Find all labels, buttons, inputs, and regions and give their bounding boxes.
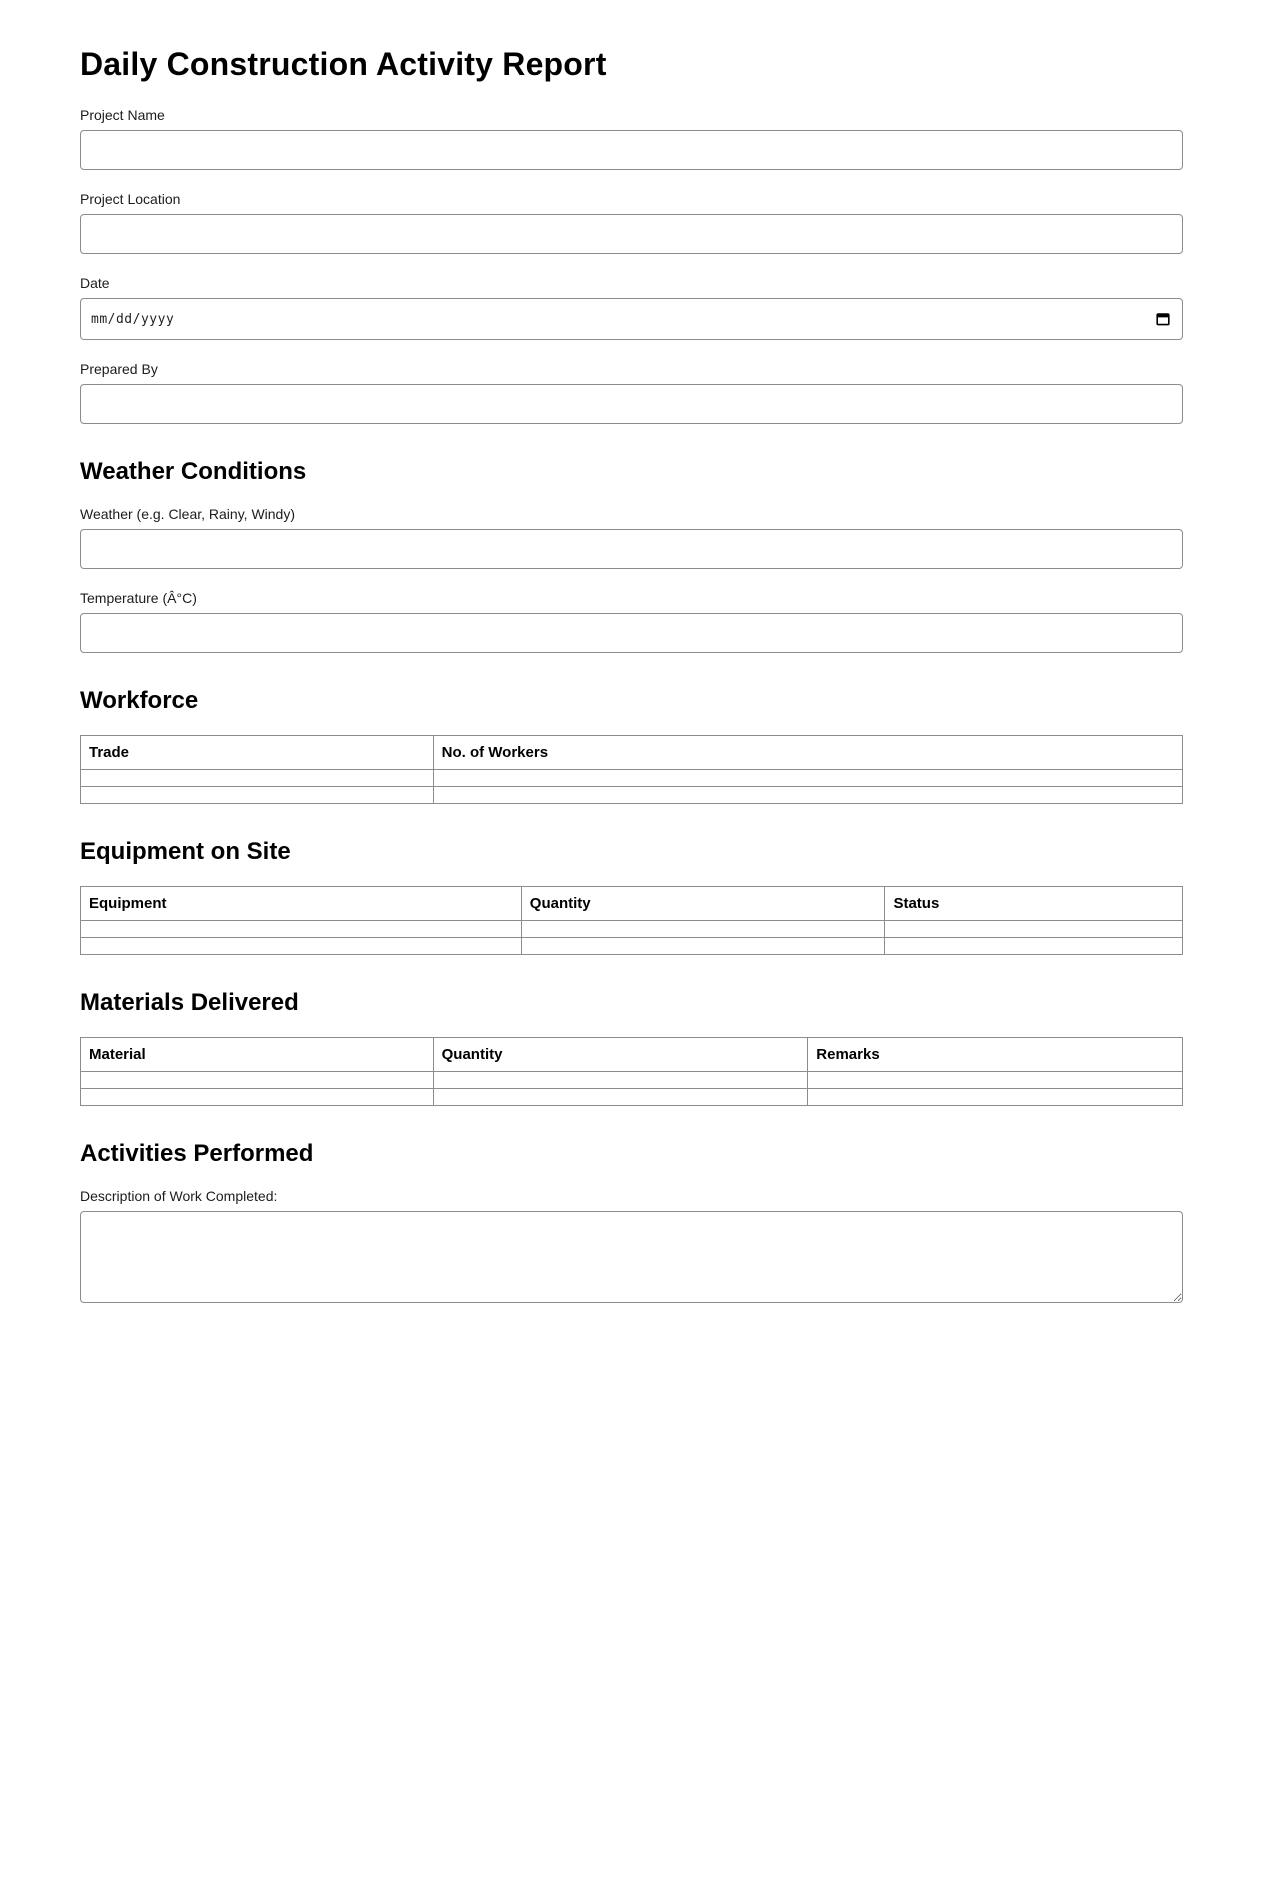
temperature-input[interactable] [80, 613, 1183, 653]
equipment-header-equipment: Equipment [81, 887, 522, 921]
project-location-input[interactable] [80, 214, 1183, 254]
materials-header-quantity: Quantity [433, 1038, 808, 1072]
table-header-row [81, 1038, 1183, 1072]
project-name-input[interactable] [80, 130, 1183, 170]
table-cell [433, 1072, 808, 1089]
field-prepared-by [80, 361, 1183, 424]
equipment-table [80, 886, 1183, 955]
table-cell [885, 921, 1183, 938]
table-header-row [81, 887, 1183, 921]
table-cell [521, 938, 885, 955]
workforce-header-trade: Trade [81, 736, 434, 770]
weather-label: Weather (e.g. Clear, Rainy, Windy) [80, 506, 296, 522]
date-input[interactable] [80, 298, 1183, 340]
field-temperature [80, 590, 1183, 653]
table-row [81, 770, 1183, 787]
page-title: Daily Construction Activity Report [80, 46, 607, 82]
workforce-section-heading: Workforce [80, 687, 199, 714]
materials-header-material: Material [81, 1038, 434, 1072]
field-project-location [80, 191, 1183, 254]
table-cell [433, 1089, 808, 1106]
equipment-header-quantity: Quantity [521, 887, 885, 921]
table-cell [81, 1072, 434, 1089]
table-cell [433, 787, 1182, 804]
prepared-by-label: Prepared By [80, 361, 158, 377]
table-cell [885, 938, 1183, 955]
table-cell [808, 1089, 1183, 1106]
description-label: Description of Work Completed: [80, 1188, 278, 1204]
table-row [81, 1072, 1183, 1089]
materials-table [80, 1037, 1183, 1106]
date-label: Date [80, 275, 110, 291]
table-cell [81, 1089, 434, 1106]
workforce-table [80, 735, 1183, 804]
weather-section-heading: Weather Conditions [80, 458, 307, 485]
prepared-by-input[interactable] [80, 384, 1183, 424]
materials-section-heading: Materials Delivered [80, 989, 299, 1016]
table-header-row [81, 736, 1183, 770]
table-cell [81, 921, 522, 938]
table-cell [81, 787, 434, 804]
calendar-icon[interactable] [1154, 310, 1172, 328]
temperature-label: Temperature (Â°C) [80, 590, 197, 606]
table-cell [433, 770, 1182, 787]
date-placeholder: mm/dd/yyyy [91, 311, 175, 327]
table-cell [808, 1072, 1183, 1089]
weather-input[interactable] [80, 529, 1183, 569]
table-row [81, 938, 1183, 955]
materials-header-remarks: Remarks [808, 1038, 1183, 1072]
activities-section-heading: Activities Performed [80, 1140, 314, 1167]
field-date [80, 275, 1183, 340]
field-weather [80, 506, 1183, 569]
project-location-label: Project Location [80, 191, 181, 207]
table-cell [81, 938, 522, 955]
table-cell [521, 921, 885, 938]
table-row [81, 1089, 1183, 1106]
table-row [81, 921, 1183, 938]
equipment-section-heading: Equipment on Site [80, 838, 291, 865]
description-textarea[interactable] [80, 1211, 1183, 1303]
table-row [81, 787, 1183, 804]
field-project-name [80, 107, 1183, 170]
project-name-label: Project Name [80, 107, 165, 123]
table-cell [81, 770, 434, 787]
workforce-header-workers: No. of Workers [433, 736, 1182, 770]
equipment-header-status: Status [885, 887, 1183, 921]
field-description [80, 1188, 1183, 1303]
